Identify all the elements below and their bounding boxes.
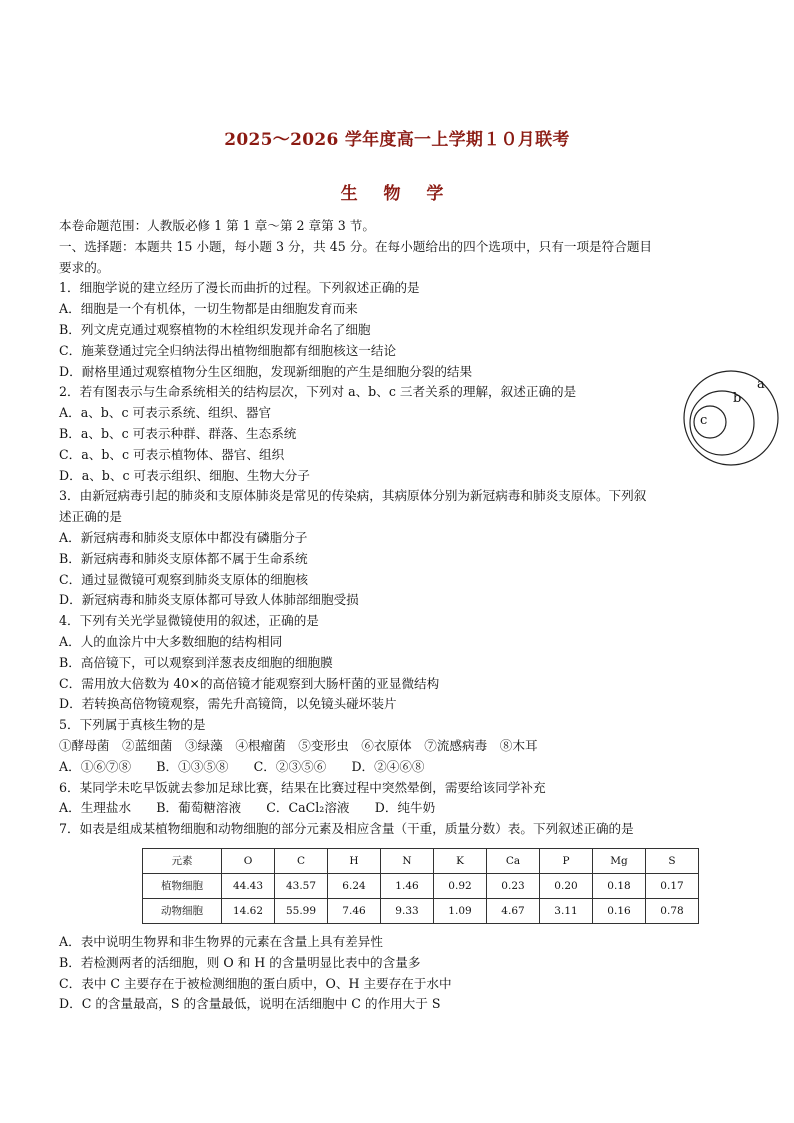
table-header-cell: S xyxy=(646,848,699,873)
table-header-cell: H xyxy=(328,848,381,873)
question-1-option-a: A．细胞是一个有机体，一切生物都是由细胞发育而来 xyxy=(59,301,358,317)
question-5-list: ①酵母菌 ②蓝细菌 ③绿藻 ④根瘤菌 ⑤变形虫 ⑥衣原体 ⑦流感病毒 ⑧木耳 xyxy=(59,737,538,753)
question-3-option-b: B．新冠病毒和肺炎支原体都不属于生命系统 xyxy=(59,550,308,566)
question-2-option-a: A．a、b、c 可表示系统、组织、器官 xyxy=(59,405,272,421)
element-content-table xyxy=(142,848,699,924)
question-3-stem: 3．由新冠病毒引起的肺炎和支原体肺炎是常见的传染病，其病原体分别为新冠病毒和肺炎支原体。下列叙 xyxy=(59,488,647,504)
question-1-stem: 1．细胞学说的建立经历了漫长而曲折的过程。下列叙述正确的是 xyxy=(59,280,420,296)
table-cell: 0.16 xyxy=(593,898,646,923)
section-instructions-cont: 要求的。 xyxy=(59,259,110,275)
label-a: a xyxy=(757,377,765,392)
table-header-cell: O xyxy=(222,848,275,873)
table-cell: 1.09 xyxy=(434,898,487,923)
question-4-option-d: D．若转换高倍物镜观察，需先升高镜筒，以免镜头碰坏装片 xyxy=(59,696,397,712)
question-7-option-a: A．表中说明生物界和非生物界的元素在含量上具有差异性 xyxy=(59,933,383,949)
question-3-stem-cont: 述正确的是 xyxy=(59,509,122,525)
question-content xyxy=(59,216,742,1015)
table-cell: 7.46 xyxy=(328,898,381,923)
question-1-option-c: C．施莱登通过完全归纳法得出植物细胞都有细胞核这一结论 xyxy=(59,342,397,358)
question-2-option-b: B．a、b、c 可表示种群、群落、生态系统 xyxy=(59,425,297,441)
question-2-option-c: C．a、b、c 可表示植物体、器官、组织 xyxy=(59,446,285,462)
question-4-option-b: B．高倍镜下，可以观察到洋葱表皮细胞的细胞膜 xyxy=(59,654,333,670)
table-cell: 9.33 xyxy=(381,898,434,923)
table-cell: 0.20 xyxy=(540,873,593,898)
element-table-wrapper xyxy=(142,848,739,924)
question-4-option-a: A．人的血涂片中大多数细胞的结构相同 xyxy=(59,633,283,649)
table-header-cell: 元素 xyxy=(143,848,222,873)
table-header-row xyxy=(143,848,699,873)
table-header-cell: Ca xyxy=(487,848,540,873)
inner-circle-c xyxy=(694,406,726,438)
table-cell: 44.43 xyxy=(222,873,275,898)
question-2-option-d: D．a、b、c 可表示组织、细胞、生物大分子 xyxy=(59,467,310,483)
question-1-option-d: D．耐格里通过观察植物分生区细胞，发现新细胞的产生是细胞分裂的结果 xyxy=(59,363,473,379)
question-3-option-d: D．新冠病毒和肺炎支原体都可导致人体肺部细胞受损 xyxy=(59,592,359,608)
table-cell: 0.17 xyxy=(646,873,699,898)
question-1-option-b: B．列文虎克通过观察植物的木栓组织发现并命名了细胞 xyxy=(59,321,371,337)
question-5-stem: 5．下列属于真核生物的是 xyxy=(59,717,206,733)
section-instructions: 一、选择题：本题共 15 小题，每小题 3 分，共 45 分。在每小题给出的四个选项中，只有一项是符合题目 xyxy=(59,238,653,254)
table-cell: 0.92 xyxy=(434,873,487,898)
table-cell: 0.23 xyxy=(487,873,540,898)
table-header-cell: P xyxy=(540,848,593,873)
table-cell: 3.11 xyxy=(540,898,593,923)
table-cell: 4.67 xyxy=(487,898,540,923)
question-6-stem: 6．某同学未吃早饭就去参加足球比赛，结果在比赛过程中突然晕倒，需要给该同学补充 xyxy=(59,779,546,795)
table-cell: 6.24 xyxy=(328,873,381,898)
table-cell: 1.46 xyxy=(381,873,434,898)
question-4-stem: 4．下列有关光学显微镜使用的叙述，正确的是 xyxy=(59,613,319,629)
question-7-option-b: B．若检测两者的活细胞，则 O 和 H 的含量明显比表中的含量多 xyxy=(59,954,421,970)
nested-circles-diagram xyxy=(676,368,786,468)
question-4-option-c: C．需用放大倍数为 40×的高倍镜才能观察到大肠杆菌的亚显微结构 xyxy=(59,675,440,691)
table-cell: 动物细胞 xyxy=(143,898,222,923)
question-5-options: A．①⑥⑦⑧ B．①③⑤⑧ C．②③⑤⑥ D．②④⑥⑧ xyxy=(59,758,425,774)
table-cell: 14.62 xyxy=(222,898,275,923)
question-7-stem: 7．如表是组成某植物细胞和动物细胞的部分元素及相应含量（干重，质量分数）表。下列叙述正确的是 xyxy=(59,821,634,837)
table-cell: 0.18 xyxy=(593,873,646,898)
table-header-cell: Mg xyxy=(593,848,646,873)
question-6-options: A．生理盐水 B．葡萄糖溶液 C．CaCl₂溶液 D．纯牛奶 xyxy=(59,800,436,816)
table-header-cell: N xyxy=(381,848,434,873)
table-cell: 植物细胞 xyxy=(143,873,222,898)
table-row xyxy=(143,873,699,898)
question-7-option-c: C．表中 C 主要存在于被检测细胞的蛋白质中，O、H 主要存在于水中 xyxy=(59,975,452,991)
table-header-cell: K xyxy=(434,848,487,873)
question-2-stem: 2．若有图表示与生命系统相关的结构层次，下列对 a、b、c 三者关系的理解，叙述正确的是 xyxy=(59,384,577,400)
table-header-cell: C xyxy=(275,848,328,873)
scope-note: 本卷命题范围：人教版必修 1 第 1 章～第 2 章第 3 节。 xyxy=(59,218,375,233)
label-b: b xyxy=(733,391,742,406)
table-cell: 0.78 xyxy=(646,898,699,923)
table-cell: 55.99 xyxy=(275,898,328,923)
subject-title: 生 物 学 xyxy=(340,184,454,204)
question-3-option-a: A．新冠病毒和肺炎支原体中都没有磷脂分子 xyxy=(59,529,308,545)
question-3-option-c: C．通过显微镜可观察到肺炎支原体的细胞核 xyxy=(59,571,308,587)
table-cell: 43.57 xyxy=(275,873,328,898)
table-row xyxy=(143,898,699,923)
question-7-option-d: D．C 的含量最高，S 的含量最低，说明在活细胞中 C 的作用大于 S xyxy=(59,996,441,1012)
exam-title: 2025～2026 学年度高一上学期１０月联考 xyxy=(224,130,570,150)
label-c: c xyxy=(700,413,708,428)
